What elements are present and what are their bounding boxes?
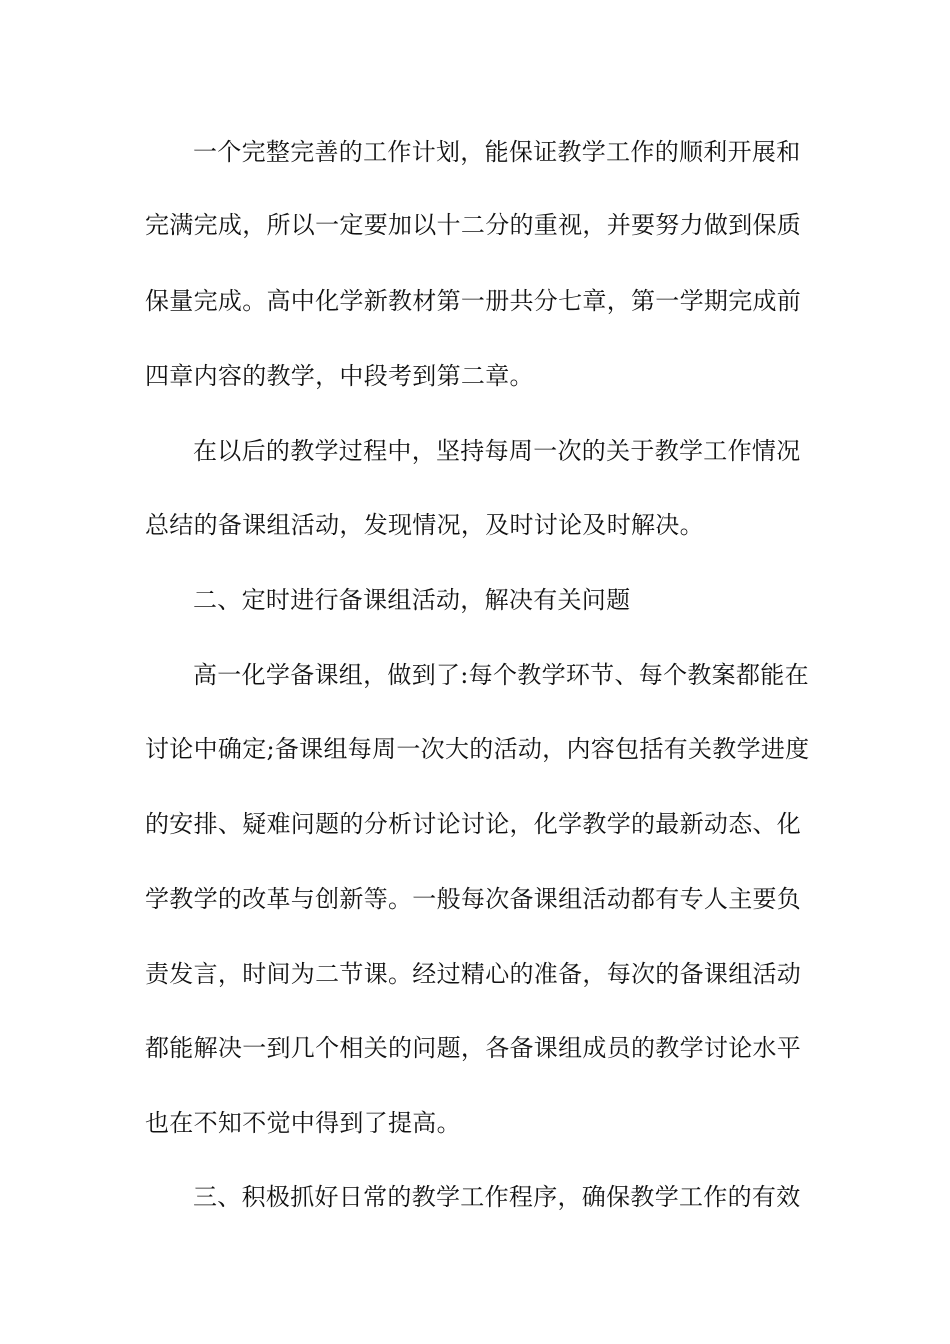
- paragraph-4-line-5: 责发言，时间为二节课。经过精心的准备，每次的备课组活动: [145, 960, 802, 988]
- paragraph-2-line-2: 总结的备课组活动，发现情况，及时讨论及时解决。: [145, 511, 704, 539]
- paragraph-2-line-1: 在以后的教学过程中，坚持每周一次的关于教学工作情况: [193, 437, 801, 465]
- paragraph-4-line-1: 高一化学备课组，做到了:每个教学环节、每个教案都能在: [193, 661, 809, 689]
- section-heading-2: 二、定时进行备课组活动，解决有关问题: [193, 586, 631, 614]
- paragraph-4-line-7: 也在不知不觉中得到了提高。: [145, 1109, 461, 1137]
- paragraph-1-line-3: 保量完成。高中化学新教材第一册共分七章，第一学期完成前: [145, 287, 802, 315]
- paragraph-4-line-3: 的安排、疑难问题的分析讨论讨论，化学教学的最新动态、化: [145, 810, 802, 838]
- paragraph-1-line-2: 完满完成，所以一定要加以十二分的重视，并要努力做到保质: [145, 211, 802, 239]
- paragraph-1-line-4: 四章内容的教学，中段考到第二章。: [145, 362, 534, 390]
- paragraph-1-line-1: 一个完整完善的工作计划，能保证教学工作的顺利开展和: [193, 138, 801, 166]
- paragraph-4-line-2: 讨论中确定;备课组每周一次大的活动，内容包括有关教学进度: [145, 735, 810, 763]
- paragraph-4-line-6: 都能解决一到几个相关的问题，各备课组成员的教学讨论水平: [145, 1034, 802, 1062]
- paragraph-4-line-4: 学教学的改革与创新等。一般每次备课组活动都有专人主要负: [145, 885, 802, 913]
- section-heading-3: 三、积极抓好日常的教学工作程序，确保教学工作的有效: [193, 1183, 801, 1211]
